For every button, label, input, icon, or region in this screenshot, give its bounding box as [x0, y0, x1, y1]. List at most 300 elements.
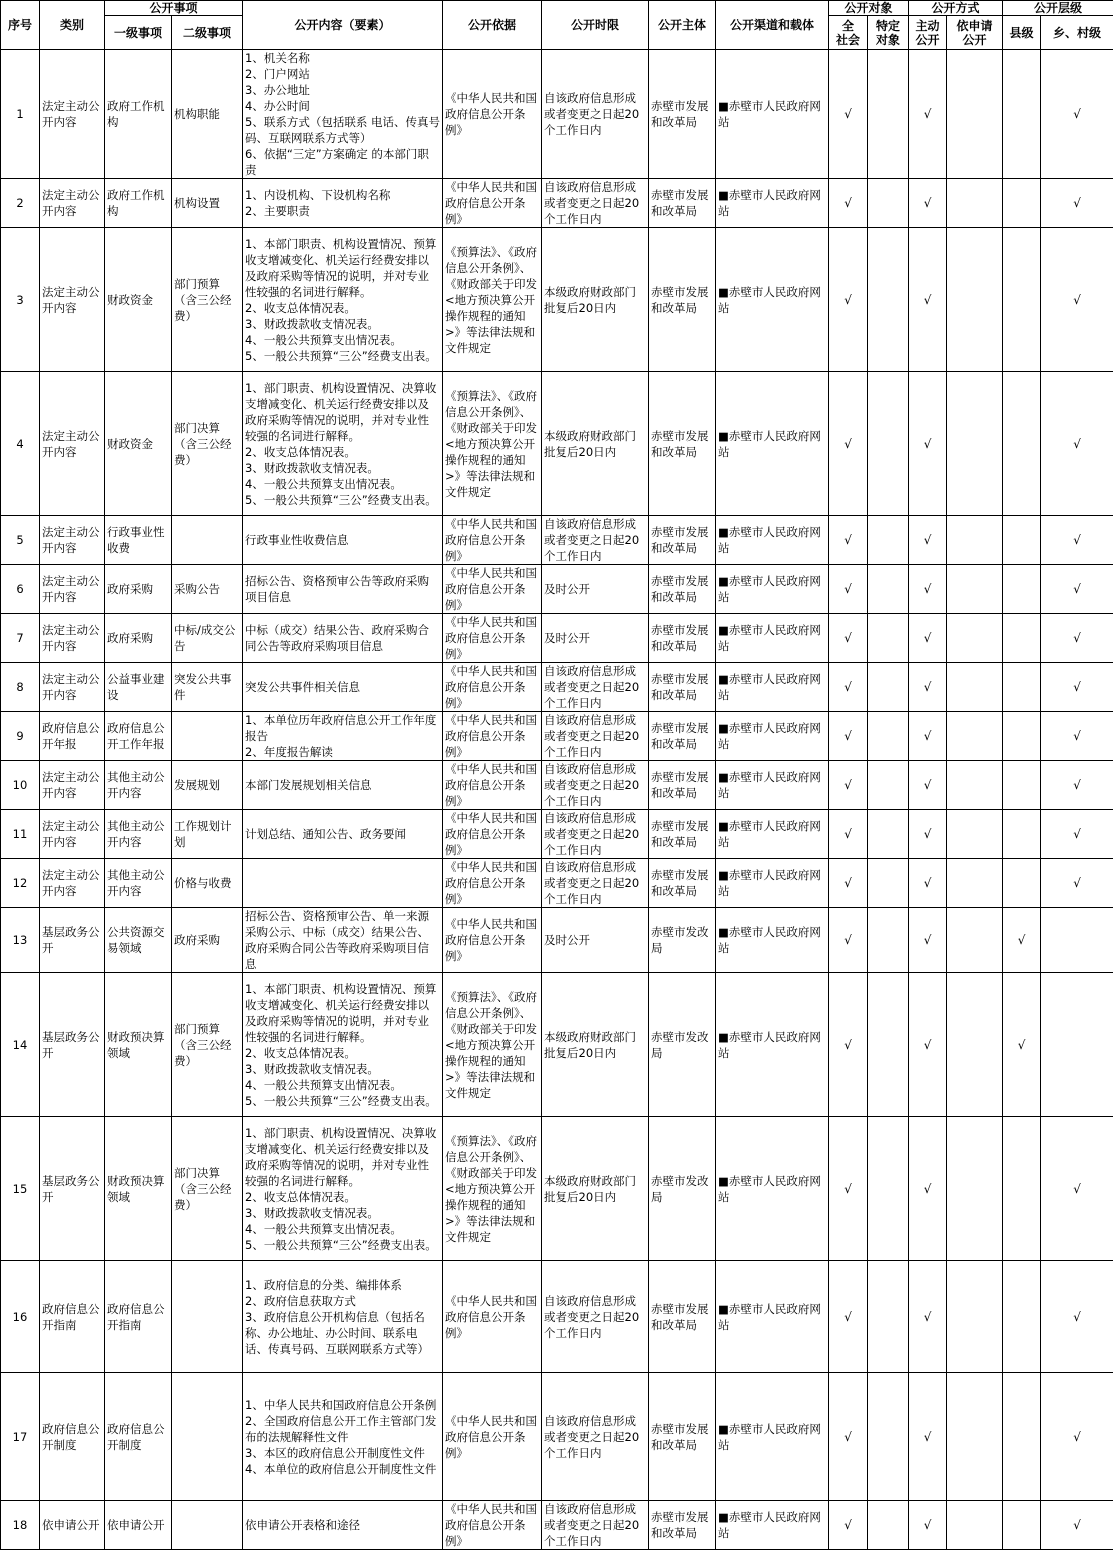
cell-seq: 16: [1, 1261, 40, 1373]
cell-subject: 赤壁市发展和改革局: [649, 179, 716, 228]
cell-target-specific: [868, 859, 909, 908]
cell-method-apply: [947, 1501, 1003, 1550]
cell-seq: 3: [1, 228, 40, 372]
cell-tier-township: [1041, 516, 1113, 565]
cell-target-all: [829, 372, 868, 516]
cell-level1: 政府信息公开制度: [105, 1373, 172, 1501]
cell-timelimit: 本级政府财政部门批复后20日内: [542, 1117, 649, 1261]
cell-level1: 财政资金: [105, 228, 172, 372]
cell-tier-township: [1041, 1117, 1113, 1261]
cell-target-all: [829, 228, 868, 372]
cell-seq: 8: [1, 663, 40, 712]
check-mark-icon: √: [1073, 196, 1081, 210]
cell-category: 法定主动公开内容: [40, 859, 105, 908]
check-mark-icon: √: [1073, 729, 1081, 743]
check-mark-icon: √: [844, 729, 852, 743]
header-category: 类别: [40, 1, 105, 50]
cell-subject: 赤壁市发展和改革局: [649, 761, 716, 810]
header-method: 公开方式: [909, 1, 1003, 16]
cell-level1: 政府信息公开工作年报: [105, 712, 172, 761]
cell-level1: 财政资金: [105, 372, 172, 516]
header-tier: 公开层级: [1003, 1, 1113, 16]
cell-tier-township: [1041, 50, 1113, 179]
cell-level2: 机构设置: [172, 179, 243, 228]
cell-channel: ■赤壁市人民政府网站: [716, 1501, 829, 1550]
check-mark-icon: √: [844, 437, 852, 451]
table-row: [1, 614, 1113, 663]
cell-tier-township: [1041, 1261, 1113, 1373]
cell-subject: 赤壁市发展和改革局: [649, 1501, 716, 1550]
cell-target-all: [829, 908, 868, 973]
table-row: [1, 565, 1113, 614]
cell-channel: ■赤壁市人民政府网站: [716, 712, 829, 761]
cell-category: 法定主动公开内容: [40, 565, 105, 614]
cell-level1: 依申请公开: [105, 1501, 172, 1550]
check-mark-icon: √: [1073, 631, 1081, 645]
cell-subject: 赤壁市发展和改革局: [649, 50, 716, 179]
cell-seq: 15: [1, 1117, 40, 1261]
cell-tier-township: [1041, 663, 1113, 712]
check-mark-icon: √: [1018, 1038, 1026, 1052]
cell-seq: 11: [1, 810, 40, 859]
cell-channel: ■赤壁市人民政府网站: [716, 516, 829, 565]
check-mark-icon: √: [844, 1310, 852, 1324]
cell-method-active: [909, 565, 947, 614]
cell-subject: 赤壁市发展和改革局: [649, 1373, 716, 1501]
cell-subject: 赤壁市发展和改革局: [649, 372, 716, 516]
cell-level2: 采购公告: [172, 565, 243, 614]
cell-target-specific: [868, 908, 909, 973]
cell-level2: [172, 1261, 243, 1373]
cell-basis: 《预算法》、《政府信息公开条例》、《财政部关于印发<地方预决算公开操作规程的通知>》等法律法规和文件规定: [443, 372, 542, 516]
cell-level2: 部门预算（含三公经费）: [172, 973, 243, 1117]
cell-basis: 《中华人民共和国政府信息公开条例》: [443, 565, 542, 614]
check-mark-icon: √: [844, 1182, 852, 1196]
check-mark-icon: √: [924, 107, 932, 121]
cell-category: 法定主动公开内容: [40, 663, 105, 712]
cell-target-all: [829, 712, 868, 761]
cell-category: 依申请公开: [40, 1501, 105, 1550]
cell-target-specific: [868, 516, 909, 565]
cell-subject: 赤壁市发改局: [649, 973, 716, 1117]
table-row: [1, 50, 1113, 179]
cell-category: 法定主动公开内容: [40, 50, 105, 179]
header-level1: 一级事项: [105, 16, 172, 50]
cell-seq: 14: [1, 973, 40, 1117]
cell-basis: 《中华人民共和国政府信息公开条例》: [443, 50, 542, 179]
check-mark-icon: √: [1073, 876, 1081, 890]
cell-basis: 《中华人民共和国政府信息公开条例》: [443, 179, 542, 228]
header-items: 公开事项: [105, 1, 243, 16]
header-level2: 二级事项: [172, 16, 243, 50]
cell-tier-county: [1003, 372, 1041, 516]
cell-method-active: [909, 516, 947, 565]
header-seq: 序号: [1, 1, 40, 50]
table-row: [1, 973, 1113, 1117]
cell-method-active: [909, 712, 947, 761]
cell-level2: [172, 1501, 243, 1550]
table-row: [1, 908, 1113, 973]
cell-timelimit: 自该政府信息形成或者变更之日起20个工作日内: [542, 516, 649, 565]
check-mark-icon: √: [924, 1518, 932, 1532]
cell-seq: 10: [1, 761, 40, 810]
cell-channel: ■赤壁市人民政府网站: [716, 1261, 829, 1373]
cell-category: 政府信息公开制度: [40, 1373, 105, 1501]
table-row: [1, 1373, 1113, 1501]
check-mark-icon: √: [1073, 533, 1081, 547]
cell-target-all: [829, 973, 868, 1117]
cell-content: 计划总结、通知公告、政务要闻: [243, 810, 443, 859]
cell-subject: 赤壁市发改局: [649, 908, 716, 973]
cell-tier-township: [1041, 712, 1113, 761]
cell-timelimit: 及时公开: [542, 908, 649, 973]
header-tier-county: 县级: [1003, 16, 1041, 50]
table-row: [1, 663, 1113, 712]
cell-level2: 中标/成交公告: [172, 614, 243, 663]
cell-seq: 13: [1, 908, 40, 973]
header-target-specific: 特定 对象: [868, 16, 909, 50]
cell-method-active: [909, 908, 947, 973]
header-method-apply: 依申请 公开: [947, 16, 1003, 50]
check-mark-icon: √: [924, 778, 932, 792]
cell-content: 本部门发展规划相关信息: [243, 761, 443, 810]
cell-target-specific: [868, 179, 909, 228]
check-mark-icon: √: [844, 631, 852, 645]
check-mark-icon: √: [844, 876, 852, 890]
table-row: [1, 228, 1113, 372]
cell-channel: ■赤壁市人民政府网站: [716, 908, 829, 973]
cell-level1: 政府工作机构: [105, 179, 172, 228]
cell-category: 基层政务公开: [40, 973, 105, 1117]
check-mark-icon: √: [1073, 778, 1081, 792]
cell-target-all: [829, 810, 868, 859]
cell-seq: 5: [1, 516, 40, 565]
cell-content: 1、机关名称 2、门户网站 3、办公地址 4、办公时间 5、联系方式（包括联系 电话、传真号码、互联网联系方式等） 6、依据“三定”方案确定 的本部门职责: [243, 50, 443, 179]
check-mark-icon: √: [924, 293, 932, 307]
cell-target-all: [829, 859, 868, 908]
cell-target-all: [829, 50, 868, 179]
cell-category: 法定主动公开内容: [40, 516, 105, 565]
cell-tier-county: [1003, 1373, 1041, 1501]
cell-level1: 其他主动公开内容: [105, 859, 172, 908]
cell-target-specific: [868, 1261, 909, 1373]
cell-target-specific: [868, 712, 909, 761]
cell-category: 法定主动公开内容: [40, 372, 105, 516]
cell-tier-township: [1041, 1501, 1113, 1550]
cell-method-active: [909, 810, 947, 859]
cell-timelimit: 自该政府信息形成或者变更之日起20个工作日内: [542, 810, 649, 859]
cell-level2: [172, 1373, 243, 1501]
check-mark-icon: √: [1073, 1430, 1081, 1444]
header-basis: 公开依据: [443, 1, 542, 50]
cell-channel: ■赤壁市人民政府网站: [716, 973, 829, 1117]
cell-tier-township: [1041, 810, 1113, 859]
cell-channel: ■赤壁市人民政府网站: [716, 372, 829, 516]
cell-target-specific: [868, 973, 909, 1117]
table-row: [1, 810, 1113, 859]
cell-category: 基层政务公开: [40, 908, 105, 973]
check-mark-icon: √: [924, 196, 932, 210]
cell-subject: 赤壁市发展和改革局: [649, 663, 716, 712]
check-mark-icon: √: [844, 1038, 852, 1052]
cell-level2: 突发公共事件: [172, 663, 243, 712]
cell-subject: 赤壁市发展和改革局: [649, 712, 716, 761]
cell-category: 法定主动公开内容: [40, 614, 105, 663]
table-row: [1, 1501, 1113, 1550]
cell-timelimit: 自该政府信息形成或者变更之日起20个工作日内: [542, 663, 649, 712]
cell-level2: 工作规划计划: [172, 810, 243, 859]
cell-tier-county: [1003, 810, 1041, 859]
cell-category: 政府信息公开指南: [40, 1261, 105, 1373]
cell-level1: 财政预决算领域: [105, 973, 172, 1117]
cell-level2: 政府采购: [172, 908, 243, 973]
cell-level2: [172, 516, 243, 565]
cell-subject: 赤壁市发展和改革局: [649, 810, 716, 859]
cell-level1: 财政预决算领域: [105, 1117, 172, 1261]
cell-level2: 部门决算（含三公经费）: [172, 372, 243, 516]
cell-method-active: [909, 1261, 947, 1373]
cell-seq: 12: [1, 859, 40, 908]
cell-timelimit: 自该政府信息形成或者变更之日起20个工作日内: [542, 1261, 649, 1373]
check-mark-icon: √: [844, 680, 852, 694]
cell-tier-county: [1003, 761, 1041, 810]
cell-target-all: [829, 1261, 868, 1373]
cell-content: 1、本部门职责、机构设置情况、预算收支增减变化、机关运行经费安排以及政府采购等情况的说明，并对专业性较强的名词进行解释。 2、收支总体情况表。 3、财政拨款收支情况表。 4、一般公共预算支出情况表。 5、一般公共预算“三公”经费支出表。: [243, 228, 443, 372]
check-mark-icon: √: [1073, 107, 1081, 121]
cell-seq: 6: [1, 565, 40, 614]
cell-seq: 4: [1, 372, 40, 516]
cell-basis: 《中华人民共和国政府信息公开条例》: [443, 516, 542, 565]
cell-content: 招标公告、资格预审公告等政府采购项目信息: [243, 565, 443, 614]
cell-basis: 《预算法》、《政府信息公开条例》、《财政部关于印发<地方预决算公开操作规程的通知>》等法律法规和文件规定: [443, 228, 542, 372]
cell-level1: 政府工作机构: [105, 50, 172, 179]
table-row: [1, 1117, 1113, 1261]
cell-target-all: [829, 663, 868, 712]
cell-timelimit: 自该政府信息形成或者变更之日起20个工作日内: [542, 1501, 649, 1550]
check-mark-icon: √: [924, 1310, 932, 1324]
check-mark-icon: √: [844, 196, 852, 210]
cell-tier-township: [1041, 228, 1113, 372]
cell-seq: 7: [1, 614, 40, 663]
cell-timelimit: 及时公开: [542, 614, 649, 663]
cell-content: 1、部门职责、机构设置情况、决算收支增减变化、机关运行经费安排以及政府采购等情况的说明，并对专业性较强的名词进行解释。 2、收支总体情况表。 3、财政拨款收支情况表。 4、一般公共预算支出情况表。 5、一般公共预算“三公”经费支出表。: [243, 1117, 443, 1261]
cell-subject: 赤壁市发展和改革局: [649, 516, 716, 565]
cell-method-apply: [947, 50, 1003, 179]
cell-method-apply: [947, 859, 1003, 908]
cell-timelimit: 及时公开: [542, 565, 649, 614]
cell-target-all: [829, 1501, 868, 1550]
check-mark-icon: √: [924, 933, 932, 947]
check-mark-icon: √: [844, 107, 852, 121]
cell-level1: 政府采购: [105, 614, 172, 663]
cell-method-apply: [947, 179, 1003, 228]
cell-subject: 赤壁市发展和改革局: [649, 228, 716, 372]
cell-content: 1、本单位历年政府信息公开工作年度报告 2、年度报告解读: [243, 712, 443, 761]
header-subject: 公开主体: [649, 1, 716, 50]
check-mark-icon: √: [844, 933, 852, 947]
cell-tier-county: [1003, 1117, 1041, 1261]
cell-seq: 18: [1, 1501, 40, 1550]
cell-tier-township: [1041, 179, 1113, 228]
cell-timelimit: 自该政府信息形成或者变更之日起20个工作日内: [542, 1373, 649, 1501]
cell-tier-township: [1041, 908, 1113, 973]
cell-level1: 其他主动公开内容: [105, 810, 172, 859]
cell-level2: [172, 712, 243, 761]
cell-target-all: [829, 516, 868, 565]
cell-method-apply: [947, 228, 1003, 372]
check-mark-icon: √: [924, 1038, 932, 1052]
cell-category: 法定主动公开内容: [40, 810, 105, 859]
cell-target-all: [829, 1373, 868, 1501]
check-mark-icon: √: [1073, 827, 1081, 841]
cell-channel: ■赤壁市人民政府网站: [716, 179, 829, 228]
cell-timelimit: 自该政府信息形成或者变更之日起20个工作日内: [542, 179, 649, 228]
cell-basis: 《中华人民共和国政府信息公开条例》: [443, 810, 542, 859]
check-mark-icon: √: [924, 533, 932, 547]
cell-timelimit: 本级政府财政部门批复后20日内: [542, 228, 649, 372]
table-row: [1, 179, 1113, 228]
table-row: [1, 372, 1113, 516]
cell-category: 法定主动公开内容: [40, 179, 105, 228]
header-method-active: 主动 公开: [909, 16, 947, 50]
cell-method-active: [909, 1501, 947, 1550]
cell-content: 中标（成交）结果公告、政府采购合同公告等政府采购项目信息: [243, 614, 443, 663]
cell-method-apply: [947, 908, 1003, 973]
cell-target-all: [829, 614, 868, 663]
check-mark-icon: √: [924, 876, 932, 890]
table-row: [1, 516, 1113, 565]
cell-method-apply: [947, 565, 1003, 614]
cell-timelimit: 自该政府信息形成或者变更之日起20个工作日内: [542, 50, 649, 179]
cell-target-specific: [868, 761, 909, 810]
cell-method-apply: [947, 810, 1003, 859]
cell-content: 突发公共事件相关信息: [243, 663, 443, 712]
cell-content: 1、中华人民共和国政府信息公开条例 2、全国政府信息公开工作主管部门发布的法规解释性文件 3、本区的政府信息公开制度性文件 4、本单位的政府信息公开制度性文件: [243, 1373, 443, 1501]
cell-timelimit: 自该政府信息形成或者变更之日起20个工作日内: [542, 761, 649, 810]
cell-tier-county: [1003, 614, 1041, 663]
cell-target-specific: [868, 228, 909, 372]
cell-target-all: [829, 761, 868, 810]
cell-method-active: [909, 761, 947, 810]
check-mark-icon: √: [1073, 293, 1081, 307]
cell-content: 依申请公开表格和途径: [243, 1501, 443, 1550]
check-mark-icon: √: [844, 1430, 852, 1444]
header-content: 公开内容（要素）: [243, 1, 443, 50]
cell-target-specific: [868, 663, 909, 712]
cell-channel: ■赤壁市人民政府网站: [716, 810, 829, 859]
cell-target-specific: [868, 810, 909, 859]
cell-level1: 其他主动公开内容: [105, 761, 172, 810]
cell-method-apply: [947, 1261, 1003, 1373]
cell-level1: 政府采购: [105, 565, 172, 614]
cell-channel: ■赤壁市人民政府网站: [716, 565, 829, 614]
header-tier-township: 乡、村级: [1041, 16, 1113, 50]
check-mark-icon: √: [924, 1430, 932, 1444]
cell-content: 1、部门职责、机构设置情况、决算收支增减变化、机关运行经费安排以及政府采购等情况的说明，并对专业性较强的名词进行解释。 2、收支总体情况表。 3、财政拨款收支情况表。 4、一般公共预算支出情况表。 5、一般公共预算“三公”经费支出表。: [243, 372, 443, 516]
cell-channel: ■赤壁市人民政府网站: [716, 50, 829, 179]
table-row: [1, 712, 1113, 761]
cell-level1: 行政事业性收费: [105, 516, 172, 565]
table-row: [1, 859, 1113, 908]
cell-seq: 17: [1, 1373, 40, 1501]
cell-seq: 9: [1, 712, 40, 761]
cell-method-apply: [947, 372, 1003, 516]
cell-method-apply: [947, 1117, 1003, 1261]
cell-subject: 赤壁市发展和改革局: [649, 614, 716, 663]
cell-subject: 赤壁市发改局: [649, 1117, 716, 1261]
cell-level1: 公益事业建设: [105, 663, 172, 712]
cell-method-apply: [947, 761, 1003, 810]
cell-category: 法定主动公开内容: [40, 761, 105, 810]
cell-level2: 部门预算（含三公经费）: [172, 228, 243, 372]
cell-tier-township: [1041, 565, 1113, 614]
cell-basis: 《中华人民共和国政府信息公开条例》: [443, 908, 542, 973]
check-mark-icon: √: [924, 827, 932, 841]
table-body: [1, 50, 1113, 1550]
cell-timelimit: 本级政府财政部门批复后20日内: [542, 973, 649, 1117]
cell-target-specific: [868, 1501, 909, 1550]
cell-target-all: [829, 179, 868, 228]
check-mark-icon: √: [1073, 582, 1081, 596]
cell-method-active: [909, 973, 947, 1117]
cell-basis: 《中华人民共和国政府信息公开条例》: [443, 614, 542, 663]
cell-level2: 机构职能: [172, 50, 243, 179]
cell-basis: 《预算法》、《政府信息公开条例》、《财政部关于印发<地方预决算公开操作规程的通知>》等法律法规和文件规定: [443, 1117, 542, 1261]
check-mark-icon: √: [924, 631, 932, 645]
check-mark-icon: √: [1073, 1310, 1081, 1324]
table-header: [1, 1, 1113, 50]
cell-method-active: [909, 372, 947, 516]
cell-level1: 政府信息公开指南: [105, 1261, 172, 1373]
cell-target-all: [829, 565, 868, 614]
cell-target-specific: [868, 1117, 909, 1261]
cell-channel: ■赤壁市人民政府网站: [716, 663, 829, 712]
cell-method-apply: [947, 614, 1003, 663]
cell-subject: 赤壁市发展和改革局: [649, 859, 716, 908]
cell-basis: 《中华人民共和国政府信息公开条例》: [443, 712, 542, 761]
cell-method-apply: [947, 973, 1003, 1117]
cell-tier-county: [1003, 973, 1041, 1117]
cell-tier-county: [1003, 908, 1041, 973]
cell-subject: 赤壁市发展和改革局: [649, 1261, 716, 1373]
check-mark-icon: √: [924, 680, 932, 694]
cell-basis: 《中华人民共和国政府信息公开条例》: [443, 761, 542, 810]
check-mark-icon: √: [844, 533, 852, 547]
cell-timelimit: 自该政府信息形成或者变更之日起20个工作日内: [542, 712, 649, 761]
cell-method-active: [909, 50, 947, 179]
cell-channel: ■赤壁市人民政府网站: [716, 761, 829, 810]
cell-tier-township: [1041, 761, 1113, 810]
table-row: [1, 1261, 1113, 1373]
check-mark-icon: √: [924, 729, 932, 743]
check-mark-icon: √: [1073, 1182, 1081, 1196]
cell-channel: ■赤壁市人民政府网站: [716, 614, 829, 663]
check-mark-icon: √: [1073, 680, 1081, 694]
check-mark-icon: √: [1018, 933, 1026, 947]
cell-content: [243, 859, 443, 908]
check-mark-icon: √: [1073, 1518, 1081, 1532]
cell-content: 1、本部门职责、机构设置情况、预算收支增减变化、机关运行经费安排以及政府采购等情况的说明，并对专业性较强的名词进行解释。 2、收支总体情况表。 3、财政拨款收支情况表。 4、一般公共预算支出情况表。 5、一般公共预算“三公”经费支出表。: [243, 973, 443, 1117]
cell-basis: 《中华人民共和国政府信息公开条例》: [443, 1261, 542, 1373]
cell-tier-county: [1003, 516, 1041, 565]
cell-basis: 《中华人民共和国政府信息公开条例》: [443, 1501, 542, 1550]
cell-tier-township: [1041, 372, 1113, 516]
cell-level1: 公共资源交易领域: [105, 908, 172, 973]
cell-tier-township: [1041, 1373, 1113, 1501]
cell-method-active: [909, 614, 947, 663]
cell-tier-county: [1003, 712, 1041, 761]
cell-method-active: [909, 1373, 947, 1501]
